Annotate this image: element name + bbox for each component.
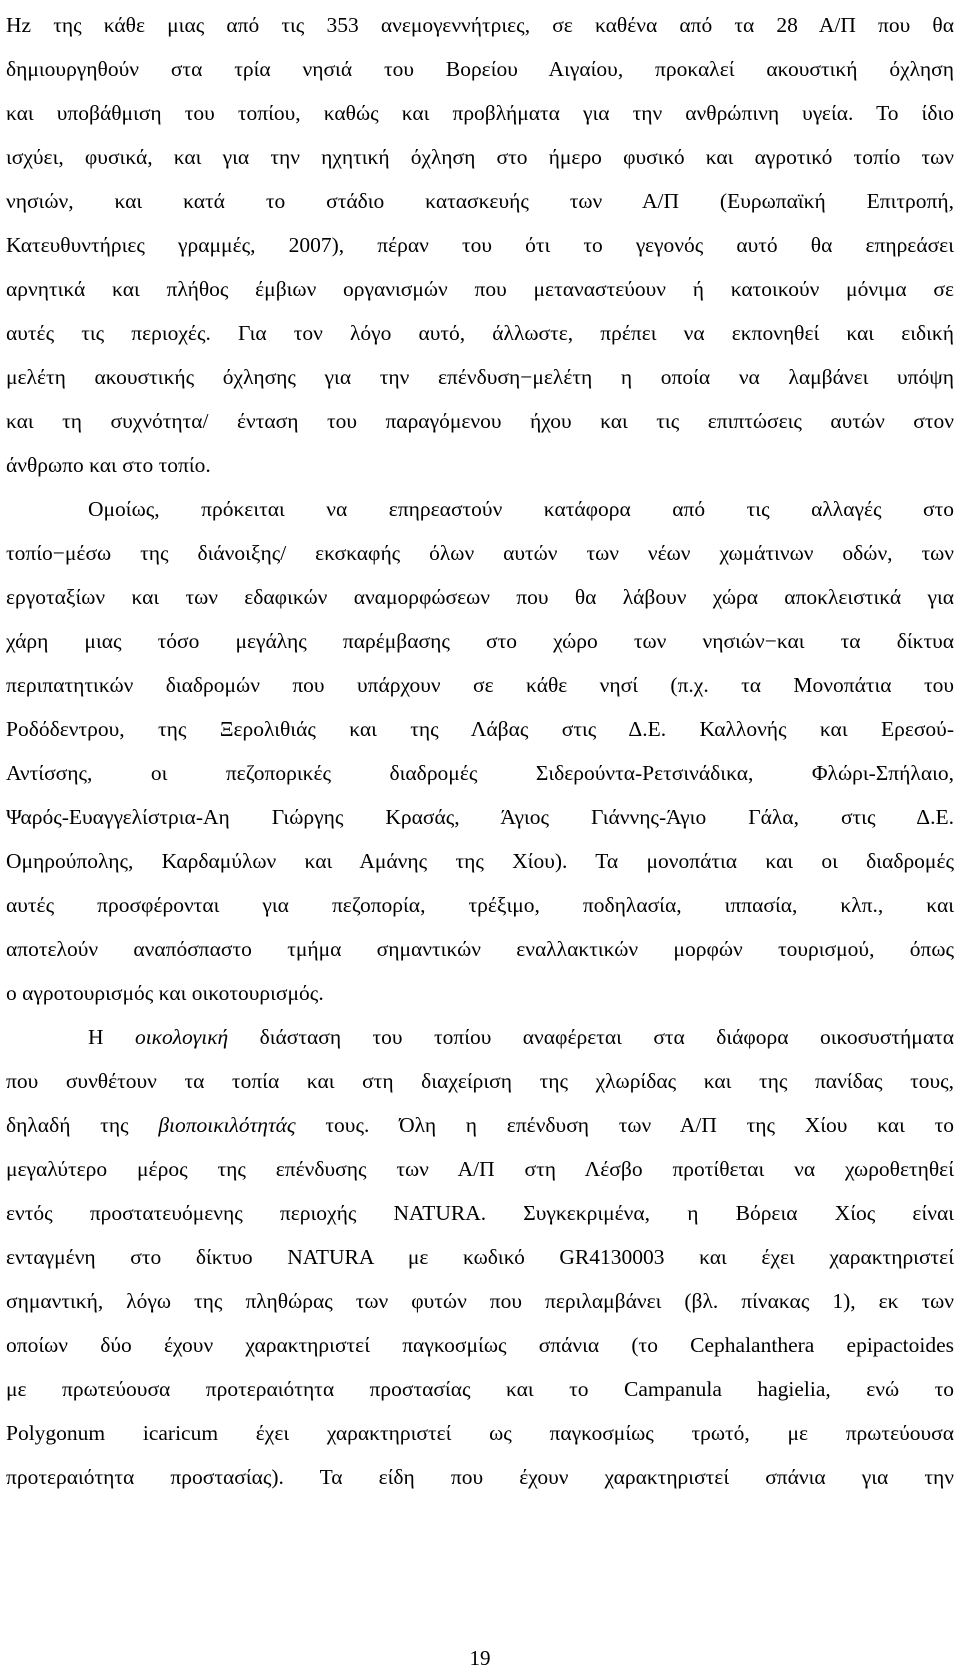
text-line [6, 927, 954, 971]
text-segment: προτεραιότητα προστασίας). Τα είδη που έχουν χαρακτηριστεί σπάνια για την [6, 1465, 954, 1489]
text-line [6, 355, 954, 399]
text-segment: Polygonum icaricum έχει χαρακτηριστεί ως παγκοσμίως τρωτό, με πρωτεύουσα [6, 1421, 954, 1445]
text-line [6, 1455, 954, 1499]
text-line [6, 399, 954, 443]
text-line [6, 1411, 954, 1455]
text-segment: τοπίο−μέσω της διάνοιξης/ εκσκαφής όλων αυτών των νέων χωμάτινων οδών, των [6, 541, 954, 565]
text-segment: αποτελούν αναπόσπαστο τμήμα σημαντικών εναλλακτικών μορφών τουρισμού, όπως [6, 937, 954, 961]
text-line [6, 575, 954, 619]
text-line [6, 883, 954, 927]
text-line [6, 707, 954, 751]
text-line [6, 1323, 954, 1367]
text-segment: ο αγροτουρισμός και οικοτουρισμός. [6, 981, 324, 1005]
text-line [6, 91, 954, 135]
text-segment: ενταγμένη στο δίκτυο NATURA με κωδικό GR4130003 και έχει χαρακτηριστεί [6, 1245, 954, 1269]
text-segment: άνθρωπο και στο τοπίο. [6, 453, 211, 477]
text-line [6, 1235, 954, 1279]
text-segment: και τη συχνότητα/ ένταση του παραγόμενου ήχου και τις επιπτώσεις αυτών στον [6, 409, 954, 433]
text-line [6, 839, 954, 883]
text-segment: Ομηρούπολης, Καρδαμύλων και Αμάνης της Χίου). Τα μονοπάτια και οι διαδρομές [6, 849, 954, 873]
text-line [6, 1367, 954, 1411]
text-line [6, 267, 954, 311]
text-line [6, 1147, 954, 1191]
text-segment: και υποβάθμιση του τοπίου, καθώς και προβλήματα για την ανθρώπινη υγεία. Το ίδιο [6, 101, 954, 125]
text-line [6, 179, 954, 223]
text-segment: Ηz της κάθε μιας από τις 353 ανεμογεννήτριες, σε καθένα από τα 28 Α/Π που θα [6, 13, 954, 37]
text-segment: εργοταξίων και των εδαφικών αναμορφώσεων που θα λάβουν χώρα αποκλειστικά για [6, 585, 954, 609]
text-line [6, 619, 954, 663]
text-segment: χάρη μιας τόσο μεγάλης παρέμβασης στο χώρο των νησιών−και τα δίκτυα [6, 629, 954, 653]
text-segment: δημιουργηθούν στα τρία νησιά του Βορείου Αιγαίου, προκαλεί ακουστική όχληση [6, 57, 954, 81]
text-segment: Ψαρός-Ευαγγελίστρια-Αη Γιώργης Κρασάς, Άγιος Γιάννης-Άγιο Γάλα, στις Δ.Ε. [6, 805, 954, 829]
text-segment: εντός προστατευόμενης περιοχής NATURA. Συγκεκριμένα, η Βόρεια Χίος είναι [6, 1201, 954, 1225]
text-segment: Αντίσσης, οι πεζοπορικές διαδρομές Σιδερούντα-Ρετσινάδικα, Φλώρι-Σπήλαιο, [6, 761, 954, 785]
text-line [6, 1191, 954, 1235]
text-line [6, 311, 954, 355]
text-segment: που συνθέτουν τα τοπία και στη διαχείριση της χλωρίδας και της πανίδας τους, [6, 1069, 954, 1093]
page-number: 19 [469, 1646, 491, 1670]
text-line [6, 1015, 954, 1059]
text-segment: με πρωτεύουσα προτεραιότητα προστασίας και το Campanula hagielia, ενώ το [6, 1377, 954, 1401]
text-segment: τους. Όλη η επένδυση των Α/Π της Χίου και το [295, 1113, 954, 1137]
text-segment: Ομοίως, πρόκειται να επηρεαστούν κατάφορα από τις αλλαγές στο [88, 497, 954, 521]
text-segment: μελέτη ακουστικής όχλησης για την επένδυση−μελέτη η οποία να λαμβάνει υπόψη [6, 365, 954, 389]
text-line [6, 487, 954, 531]
text-line [6, 971, 954, 1015]
text-line [6, 663, 954, 707]
text-line [6, 1279, 954, 1323]
text-line [6, 3, 954, 47]
text-line [6, 795, 954, 839]
text-segment: δηλαδή της [6, 1113, 159, 1137]
italic-term: βιοποικιλότητάς [158, 1113, 296, 1137]
text-line [6, 443, 954, 487]
text-line [6, 47, 954, 91]
text-line [6, 1059, 954, 1103]
text-segment: σημαντική, λόγω της πληθώρας των φυτών που περιλαμβάνει (βλ. πίνακας 1), εκ των [6, 1289, 954, 1313]
text-segment: αυτές τις περιοχές. Για τον λόγο αυτό, άλλωστε, πρέπει να εκπονηθεί και ειδική [6, 321, 954, 345]
text-segment: διάσταση του τοπίου αναφέρεται στα διάφορα οικοσυστήματα [228, 1025, 954, 1049]
text-segment: Η [88, 1025, 135, 1049]
text-segment: οποίων δύο έχουν χαρακτηριστεί παγκοσμίως σπάνια (το Cephalanthera epipactoides [6, 1333, 954, 1357]
text-segment: ισχύει, φυσικά, και για την ηχητική όχληση στο ήμερο φυσικό και αγροτικό τοπίο των [6, 145, 954, 169]
text-segment: Κατευθυντήριες γραμμές, 2007), πέραν του ότι το γεγονός αυτό θα επηρεάσει [6, 233, 954, 257]
italic-term: οικολογική [134, 1025, 229, 1049]
text-segment: Ροδόδεντρου, της Ξερολιθιάς και της Λάβας στις Δ.Ε. Καλλονής και Ερεσού- [6, 717, 954, 741]
text-segment: περιπατητικών διαδρομών που υπάρχουν σε κάθε νησί (π.χ. τα Μονοπάτια του [6, 673, 954, 697]
text-line [6, 1103, 954, 1147]
text-line [6, 223, 954, 267]
text-segment: αυτές προσφέρονται για πεζοπορία, τρέξιμο, ποδηλασία, ιππασία, κλπ., και [6, 893, 954, 917]
text-segment: νησιών, και κατά το στάδιο κατασκευής των Α/Π (Ευρωπαϊκή Επιτροπή, [6, 189, 954, 213]
text-line [6, 751, 954, 795]
text-line [6, 531, 954, 575]
text-line [6, 135, 954, 179]
text-segment: αρνητικά και πλήθος έμβιων οργανισμών που μεταναστεύουν ή κατοικούν μόνιμα σε [6, 277, 954, 301]
text-segment: μεγαλύτερο μέρος της επένδυσης των Α/Π στη Λέσβο προτίθεται να χωροθετηθεί [6, 1157, 954, 1181]
